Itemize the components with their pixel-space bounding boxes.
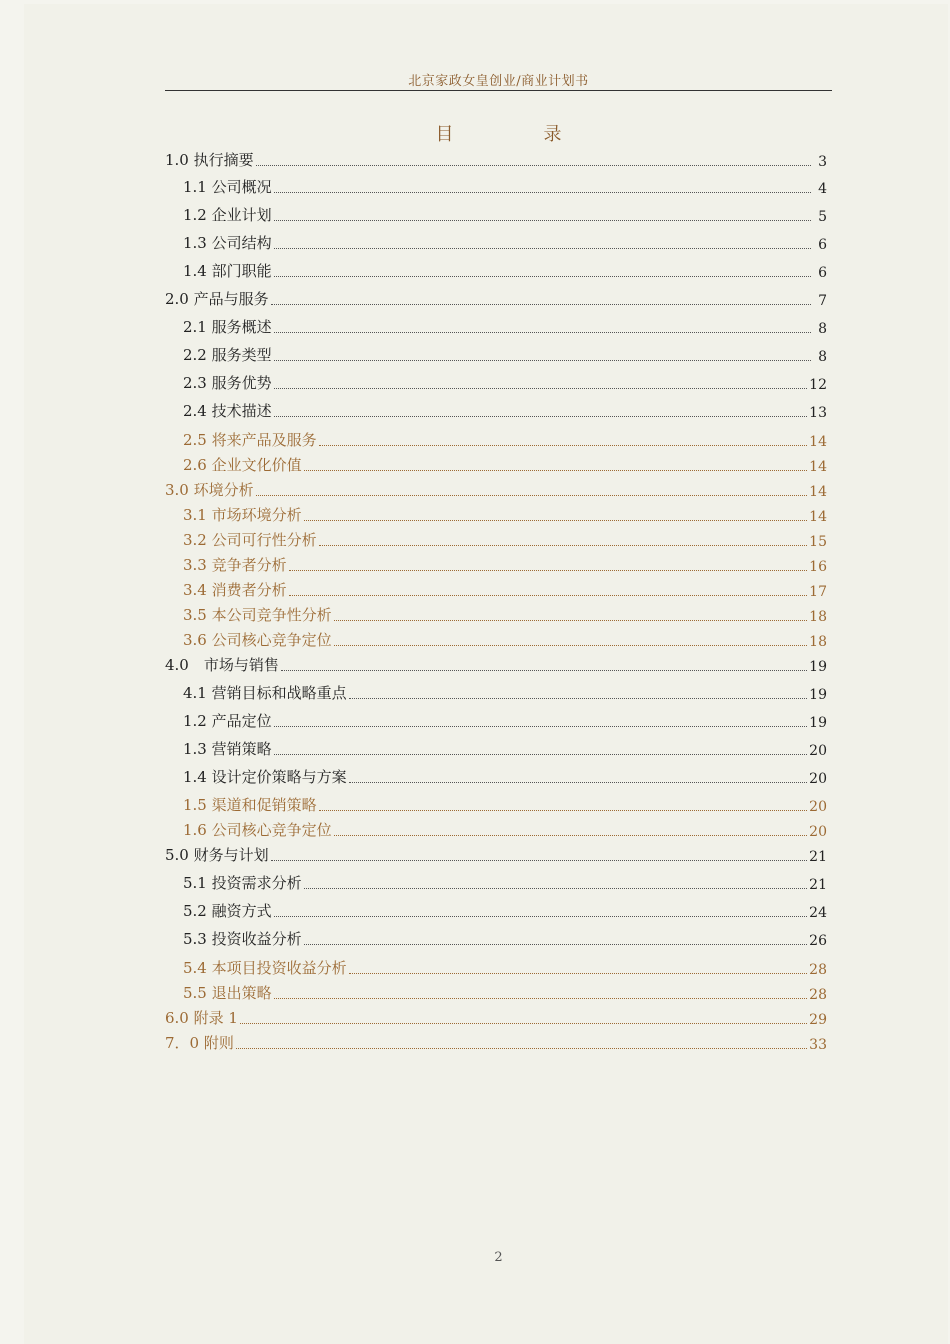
toc-entry[interactable]	[165, 653, 827, 675]
running-header: 北京家政女皇创业/商业计划书	[408, 74, 589, 89]
toc-entry-page: 13	[809, 405, 827, 421]
toc-entry-page: 5	[818, 209, 827, 225]
toc-entry-label: 1.1 公司概况	[183, 178, 272, 196]
toc-entry[interactable]	[165, 371, 827, 393]
toc-entry-label: 3.5 本公司竞争性分析	[183, 606, 332, 624]
toc-entry-page: 29	[809, 1012, 827, 1028]
toc-entry-page: 20	[809, 799, 827, 815]
toc-entry-page: 26	[809, 933, 827, 949]
toc-entry[interactable]	[165, 578, 827, 600]
toc-leader-dots	[334, 834, 808, 836]
toc-leader-dots	[319, 809, 808, 811]
toc-entry-page: 6	[818, 237, 827, 253]
toc-entry[interactable]	[165, 709, 827, 731]
toc-leader-dots	[271, 859, 808, 861]
toc-entry[interactable]	[165, 478, 827, 500]
toc-entry-label: 1.4 设计定价策略与方案	[183, 768, 347, 786]
toc-entry[interactable]	[165, 203, 827, 225]
toc-leader-dots	[274, 415, 808, 417]
toc-entry-label: 4.0 市场与销售	[165, 656, 279, 674]
toc-entry-page: 3	[818, 154, 827, 170]
toc-entry-label: 5.2 融资方式	[183, 902, 272, 920]
toc-leader-dots	[274, 387, 808, 389]
toc-leader-dots	[274, 359, 811, 361]
toc-entry[interactable]	[165, 231, 827, 253]
toc-leader-dots	[304, 943, 808, 945]
toc-entry-page: 19	[809, 715, 827, 731]
toc-entry-label: 5.0 财务与计划	[165, 846, 269, 864]
toc-leader-dots	[274, 915, 808, 917]
toc-entry-page: 12	[809, 377, 827, 393]
toc-leader-dots	[304, 469, 808, 471]
toc-entry-label: 1.3 公司结构	[183, 234, 272, 252]
toc-entry[interactable]	[165, 681, 827, 703]
toc-leader-dots	[274, 725, 808, 727]
toc-leader-dots	[289, 594, 808, 596]
toc-entry-label: 3.1 市场环境分析	[183, 506, 302, 524]
toc-entry[interactable]	[165, 603, 827, 625]
toc-leader-dots	[274, 997, 808, 999]
toc-entry-page: 33	[809, 1037, 827, 1053]
toc-entry-label: 1.4 部门职能	[183, 262, 272, 280]
toc-entry-page: 14	[809, 509, 827, 525]
toc-entry[interactable]	[165, 503, 827, 525]
toc-entry-label: 4.1 营销目标和战略重点	[183, 684, 347, 702]
toc-entry-label: 5.3 投资收益分析	[183, 930, 302, 948]
toc-leader-dots	[349, 972, 808, 974]
toc-entry-page: 16	[809, 559, 827, 575]
toc-entry-label: 5.1 投资需求分析	[183, 874, 302, 892]
toc-entry[interactable]	[165, 765, 827, 787]
toc-leader-dots	[289, 569, 808, 571]
toc-entry-label: 6.0 附录 1	[165, 1009, 238, 1027]
toc-leader-dots	[334, 644, 808, 646]
toc-entry[interactable]	[165, 1031, 827, 1053]
toc-entry[interactable]	[165, 315, 827, 337]
toc-entry[interactable]	[165, 428, 827, 450]
toc-entry[interactable]	[165, 175, 827, 197]
toc-leader-dots	[274, 191, 811, 193]
toc-leader-dots	[304, 519, 808, 521]
toc-leader-dots	[349, 697, 808, 699]
toc-entry-page: 6	[818, 265, 827, 281]
toc-entry-label: 1.6 公司核心竞争定位	[183, 821, 332, 839]
toc-entry-label: 3.4 消费者分析	[183, 581, 287, 599]
toc-entry-page: 14	[809, 484, 827, 500]
toc-entry[interactable]	[165, 148, 827, 170]
toc-entry-label: 1.2 产品定位	[183, 712, 272, 730]
toc-entry-page: 21	[809, 877, 827, 893]
toc-leader-dots	[271, 303, 811, 305]
toc-entry-label: 2.5 将来产品及服务	[183, 431, 317, 449]
toc-leader-dots	[274, 219, 811, 221]
toc-entry-page: 4	[818, 181, 827, 197]
toc-leader-dots	[319, 544, 808, 546]
toc-entry[interactable]	[165, 399, 827, 421]
toc-leader-dots	[236, 1047, 807, 1049]
toc-entry-label: 5.5 退出策略	[183, 984, 272, 1002]
toc-entry[interactable]	[165, 343, 827, 365]
toc-entry[interactable]	[165, 628, 827, 650]
toc-leader-dots	[281, 669, 807, 671]
toc-entry-label: 1.3 营销策略	[183, 740, 272, 758]
toc-entry-page: 8	[818, 321, 827, 337]
toc-entry-page: 19	[809, 687, 827, 703]
toc-entry-label: 1.2 企业计划	[183, 206, 272, 224]
toc-entry[interactable]	[165, 737, 827, 759]
toc-entry[interactable]	[165, 956, 827, 978]
toc-entry-label: 1.5 渠道和促销策略	[183, 796, 317, 814]
toc-entry-page: 15	[809, 534, 827, 550]
toc-entry-label: 5.4 本项目投资收益分析	[183, 959, 347, 977]
header-divider	[165, 90, 832, 91]
toc-entry[interactable]	[165, 843, 827, 865]
toc-leader-dots	[349, 781, 808, 783]
toc-entry-page: 20	[809, 771, 827, 787]
toc-leader-dots	[274, 247, 811, 249]
toc-entry-label: 2.2 服务类型	[183, 346, 272, 364]
toc-entry[interactable]	[165, 899, 827, 921]
toc-entry-page: 20	[809, 743, 827, 759]
toc-entry-page: 24	[809, 905, 827, 921]
toc-entry-label: 7．0 附则	[165, 1034, 234, 1052]
toc-entry[interactable]	[165, 259, 827, 281]
toc-entry-label: 2.1 服务概述	[183, 318, 272, 336]
toc-entry-label: 3.6 公司核心竞争定位	[183, 631, 332, 649]
toc-entry-page: 28	[809, 962, 827, 978]
toc-entry-page: 18	[809, 634, 827, 650]
toc-entry[interactable]	[165, 553, 827, 575]
toc-entry[interactable]	[165, 453, 827, 475]
toc-entry[interactable]	[165, 1006, 827, 1028]
toc-leader-dots	[274, 331, 811, 333]
toc-leader-dots	[274, 275, 811, 277]
toc-entry-label: 2.4 技术描述	[183, 402, 272, 420]
toc-leader-dots	[334, 619, 808, 621]
toc-entry[interactable]	[165, 793, 827, 815]
toc-entry-page: 8	[818, 349, 827, 365]
toc-entry[interactable]	[165, 871, 827, 893]
toc-entry-label: 2.6 企业文化价值	[183, 456, 302, 474]
page-number: 2	[494, 1250, 503, 1265]
toc-entry-page: 28	[809, 987, 827, 1003]
toc-entry-page: 20	[809, 824, 827, 840]
toc-entry[interactable]	[165, 287, 827, 309]
toc-entry[interactable]	[165, 927, 827, 949]
toc-entry-label: 2.3 服务优势	[183, 374, 272, 392]
toc-entry[interactable]	[165, 981, 827, 1003]
toc-leader-dots	[240, 1022, 807, 1024]
toc-entry[interactable]	[165, 818, 827, 840]
toc-entry-label: 1.0 执行摘要	[165, 151, 254, 169]
toc-entry-page: 21	[809, 849, 827, 865]
toc-entry-label: 3.2 公司可行性分析	[183, 531, 317, 549]
toc-leader-dots	[304, 887, 808, 889]
toc-entry-label: 3.3 竞争者分析	[183, 556, 287, 574]
toc-heading: 目 录	[435, 124, 598, 145]
toc-entry-label: 3.0 环境分析	[165, 481, 254, 499]
toc-leader-dots	[274, 753, 808, 755]
toc-entry-page: 14	[809, 434, 827, 450]
toc-leader-dots	[319, 444, 808, 446]
toc-leader-dots	[256, 164, 811, 166]
toc-entry-page: 7	[818, 293, 827, 309]
toc-entry-page: 19	[809, 659, 827, 675]
toc-entry-label: 2.0 产品与服务	[165, 290, 269, 308]
toc-entry-page: 17	[809, 584, 827, 600]
toc-leader-dots	[256, 494, 808, 496]
toc-entry-page: 14	[809, 459, 827, 475]
toc-entry-page: 18	[809, 609, 827, 625]
toc-entry[interactable]	[165, 528, 827, 550]
